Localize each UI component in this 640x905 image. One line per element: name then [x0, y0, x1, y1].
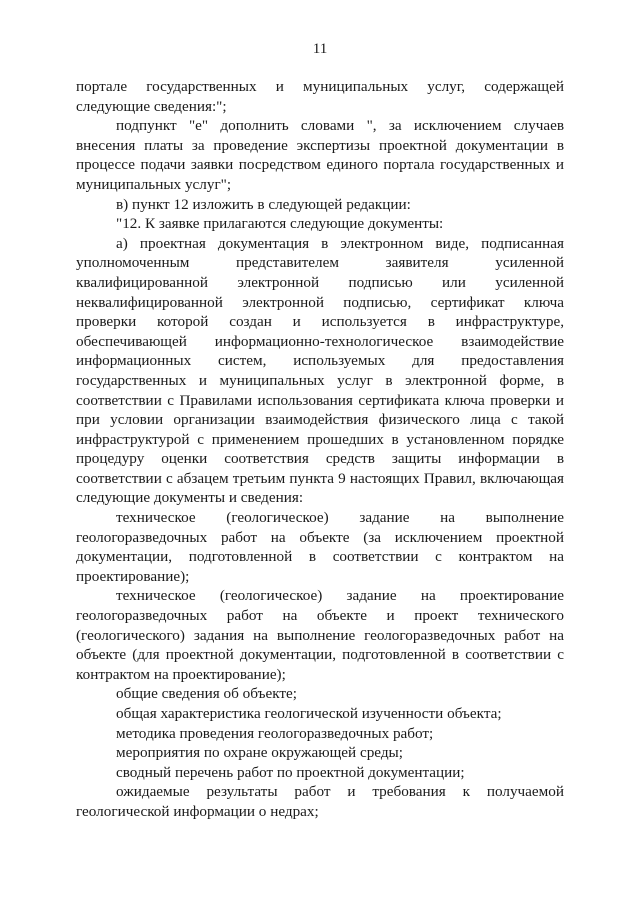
document-body [76, 77, 564, 822]
paragraph: мероприятия по охране окружающей среды; [116, 744, 403, 762]
paragraph: сводный перечень работ по проектной документации; [116, 763, 465, 781]
document-page [76, 0, 564, 905]
page-number: 11 [312, 40, 328, 57]
paragraph: в) пункт 12 изложить в следующей редакции: [116, 195, 411, 213]
paragraph: ожидаемые результаты работ и требования к получаемой геологической информации о недрах; [76, 783, 564, 820]
paragraph: общие сведения об объекте; [116, 685, 297, 703]
paragraph: портале государственных и муниципальных услуг, содержащей следующие сведения:"; [76, 78, 564, 115]
paragraph: техническое (геологическое) задание на проектирование геологоразведочных работ на объекте и проект технического (геологического) задания на выполнение геологоразведочных работ на объекте (для проектной документации, подготовленной в соответствии с контрактом на проектирование); [76, 587, 564, 683]
paragraph: методика проведения геологоразведочных работ; [116, 724, 434, 742]
paragraph: общая характеристика геологической изученности объекта; [116, 705, 502, 722]
paragraph: а) проектная документация в электронном виде, подписанная уполномоченным представителем заявителя усиленной квалифицированной электронной подписью или усиленной неквалифицированной электронной подписью, сертификат ключа проверки которой создан и используется в инфраструктуре, обеспечивающей информационно-технологическое взаимодействие информационных систем, используемых для предоставления государственных и муниципальных услуг в электронной форме, в соответствии с Правилами использования сертификата ключа проверки и при условии организации взаимодействия физического лица с такой инфраструктурой с применением прошедших в установленном порядке процедуру оценки соответствия средств защиты информации в соответствии с абзацем третьим пункта 9 настоящих Правил, включающая следующие документы и сведения: [76, 234, 564, 507]
paragraph: подпункт "е" дополнить словами ", за исключением случаев внесения платы за проведение экспертизы проектной документации в процессе подачи заявки посредством единого портала государственных и муниципальных услуг"; [76, 117, 564, 193]
paragraph: "12. К заявке прилагаются следующие документы: [116, 215, 444, 233]
paragraph: техническое (геологическое) задание на выполнение геологоразведочных работ на объекте (за исключением проектной документации, подготовленной в соответствии с контрактом на проектирование); [76, 509, 564, 585]
